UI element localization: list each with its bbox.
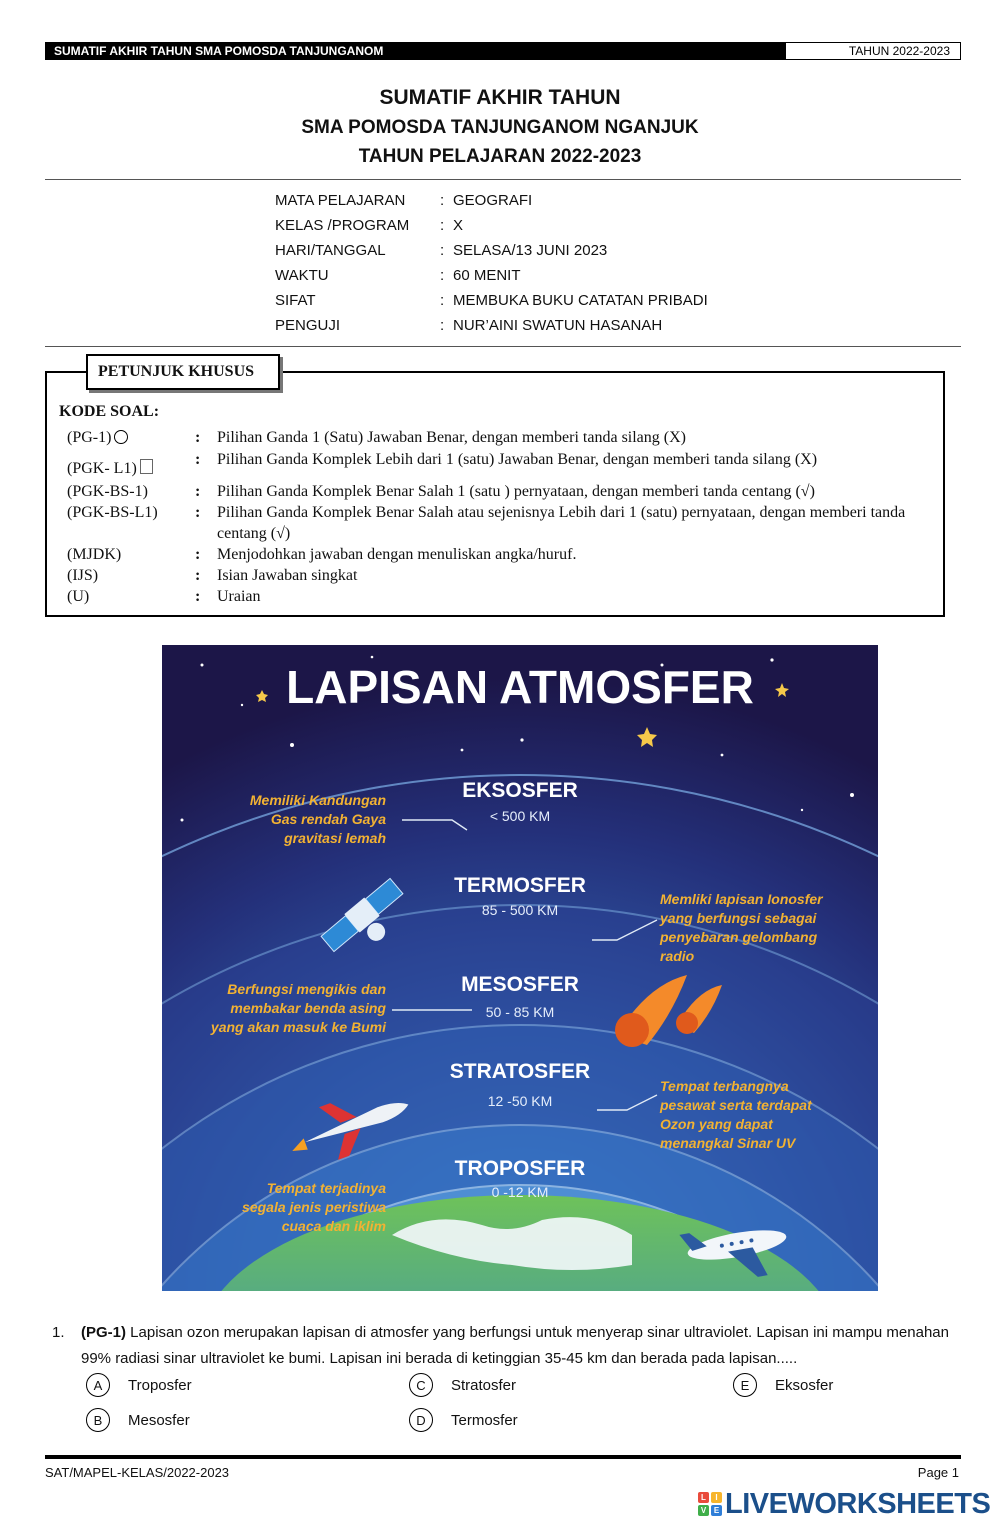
layer-name-termosfer: TERMOSFER	[454, 874, 586, 897]
header-strip-left: SUMATIF AKHIR TAHUN SMA POMOSDA TANJUNGANOM	[46, 43, 786, 59]
meta-value: GEOGRAFI	[453, 192, 533, 209]
option-d[interactable]	[409, 1408, 518, 1432]
meta-value: NUR’AINI SWATUN HASANAH	[453, 317, 663, 334]
kode-colon: :	[195, 546, 201, 563]
kode-code: (PGK-BS-L1)	[67, 504, 158, 521]
kode-desc: Pilihan Ganda 1 (Satu) Jawaban Benar, dengan memberi tanda silang (X)	[217, 429, 686, 446]
option-c-circle[interactable]: C	[409, 1373, 433, 1397]
meta-row	[275, 215, 875, 240]
kode-desc: Uraian	[217, 588, 261, 605]
logo-block: V	[698, 1505, 709, 1516]
kode-soal-title: KODE SOAL:	[59, 403, 160, 420]
kode-desc: Pilihan Ganda Komplek Lebih dari 1 (satu) Jawaban Benar, dengan memberi tanda silang (X)	[217, 451, 818, 468]
note-termosfer-1: Memliki lapisan Ionosfer	[660, 891, 823, 907]
kode-soal-box	[45, 371, 945, 617]
meta-label: WAKTU	[275, 267, 329, 284]
option-b-circle[interactable]: B	[86, 1408, 110, 1432]
page-number: Page 1	[917, 1465, 959, 1480]
kode-colon: :	[195, 483, 201, 500]
divider-meta	[45, 346, 961, 347]
note-stratosfer-2: pesawat serta terdapat	[660, 1097, 812, 1113]
footer-divider	[45, 1455, 961, 1459]
meta-colon: :	[440, 192, 445, 209]
kode-desc: Menjodohkan jawaban dengan menuliskan angka/huruf.	[217, 546, 577, 563]
footer-code: SAT/MAPEL-KELAS/2022-2023	[45, 1465, 230, 1480]
logo-block: E	[711, 1505, 722, 1516]
option-a-circle[interactable]: A	[86, 1373, 110, 1397]
meta-row	[275, 315, 875, 340]
option-d-text: Termosfer	[451, 1411, 518, 1429]
kode-row	[67, 565, 937, 586]
logo-text: LIVEWORKSHEETS	[725, 1487, 991, 1520]
checkbox-icon	[140, 459, 153, 474]
layer-range-termosfer: 85 - 500 KM	[481, 902, 559, 918]
meta-label: SIFAT	[275, 292, 316, 309]
meta-colon: :	[440, 267, 445, 284]
liveworksheets-logo[interactable]	[698, 1488, 990, 1520]
option-b[interactable]	[86, 1408, 190, 1432]
meta-row	[275, 240, 875, 265]
note-troposfer-2: segala jenis peristiwa	[242, 1199, 386, 1215]
question-text	[81, 1320, 961, 1372]
header-strip-right: TAHUN 2022-2023	[848, 44, 950, 58]
meta-row	[275, 290, 875, 315]
meta-colon: :	[440, 217, 445, 234]
note-eksosfer-1: Memiliki Kandungan	[249, 792, 386, 808]
note-mesosfer-2: membakar benda asing	[230, 1000, 386, 1016]
question-number: 1.	[52, 1324, 65, 1341]
logo-block: I	[711, 1492, 722, 1503]
note-termosfer-4: radio	[660, 948, 695, 964]
atmosphere-illustration	[162, 645, 878, 1291]
kode-code-text: (PG-1)	[67, 429, 112, 446]
kode-code	[67, 427, 195, 448]
exam-title: SUMATIF AKHIR TAHUN	[379, 86, 621, 109]
kode-code: (PGK-BS-1)	[67, 483, 148, 500]
note-mesosfer-1: Berfungsi mengikis dan	[227, 981, 386, 997]
kode-row	[67, 502, 937, 544]
circle-icon	[114, 430, 128, 444]
kode-code: (U)	[67, 588, 90, 605]
layer-range-eksosfer: < 500 KM	[489, 808, 551, 824]
kode-colon: :	[195, 567, 201, 584]
note-troposfer-1: Tempat terjadinya	[266, 1180, 386, 1196]
option-c[interactable]	[409, 1373, 516, 1397]
meta-colon: :	[440, 242, 445, 259]
logo-blocks-icon	[698, 1492, 722, 1516]
meta-value: 60 MENIT	[453, 267, 521, 284]
meta-colon: :	[440, 317, 445, 334]
exam-meta	[275, 190, 875, 340]
kode-desc: Pilihan Ganda Komplek Benar Salah 1 (satu ) pernyataan, dengan memberi tanda centang (√)	[217, 483, 815, 500]
kode-code: (IJS)	[67, 567, 99, 584]
option-e[interactable]	[733, 1373, 833, 1397]
kode-row	[67, 481, 937, 502]
academic-year: TAHUN PELAJARAN 2022-2023	[358, 146, 642, 167]
kode-code-text: (PGK- L1)	[67, 460, 137, 477]
question-body: Lapisan ozon merupakan lapisan di atmosfer yang berfungsi untuk menyerap sinar ultraviolet. Lapisan ini mampu menahan 99% radiasi sinar ultraviolet ke bumi. Lapisan ini berada di ketinggian 35-45 km dan berada pada lapisan.....	[81, 1324, 949, 1367]
question-tag: (PG-1)	[81, 1324, 126, 1341]
logo-block: L	[698, 1492, 709, 1503]
layer-name-stratosfer: STRATOSFER	[449, 1060, 591, 1083]
kode-desc: Pilihan Ganda Komplek Benar Salah atau sejenisnya Lebih dari 1 (satu) pernyataan, dengan memberi tanda centang (√)	[217, 504, 906, 542]
kode-colon: :	[195, 451, 201, 468]
option-e-circle[interactable]: E	[733, 1373, 757, 1397]
option-c-text: Stratosfer	[451, 1376, 517, 1394]
note-stratosfer-4: menangkal Sinar UV	[660, 1135, 796, 1151]
poster-title: LAPISAN ATMOSFER	[286, 661, 754, 713]
header-strip	[45, 42, 961, 60]
note-eksosfer-3: gravitasi lemah	[284, 830, 386, 846]
layer-name-mesosfer: MESOSFER	[461, 973, 579, 996]
layer-range-stratosfer: 12 -50 KM	[487, 1093, 553, 1109]
petunjuk-khusus-tab: PETUNJUK KHUSUS	[86, 354, 280, 390]
note-mesosfer-3: yang akan masuk ke Bumi	[210, 1019, 386, 1035]
kode-row	[67, 544, 937, 565]
option-b-text: Mesosfer	[128, 1411, 190, 1429]
meta-label: MATA PELAJARAN	[275, 192, 406, 209]
meta-value: X	[453, 217, 464, 234]
note-eksosfer-2: Gas rendah Gaya	[270, 811, 386, 827]
kode-colon: :	[195, 504, 201, 521]
kode-code: (MJDK)	[67, 546, 122, 563]
layer-range-troposfer: 0 -12 KM	[491, 1184, 549, 1200]
meta-label: KELAS /PROGRAM	[275, 217, 410, 234]
kode-row	[67, 449, 937, 479]
kode-row	[67, 586, 937, 607]
meta-label: PENGUJI	[275, 317, 341, 334]
meta-row	[275, 190, 875, 215]
option-e-text: Eksosfer	[775, 1376, 834, 1394]
kode-soal-list	[67, 427, 937, 607]
meta-value: SELASA/13 JUNI 2023	[453, 242, 608, 259]
option-a[interactable]	[86, 1373, 192, 1397]
kode-code	[67, 449, 195, 479]
option-a-text: Troposfer	[128, 1376, 192, 1394]
meta-colon: :	[440, 292, 445, 309]
kode-colon: :	[195, 429, 201, 446]
layer-name-troposfer: TROPOSFER	[454, 1157, 586, 1180]
note-stratosfer-1: Tempat terbangnya	[660, 1078, 789, 1094]
divider-top	[45, 179, 961, 180]
kode-colon: :	[195, 588, 201, 605]
layer-name-eksosfer: EKSOSFER	[462, 779, 578, 802]
kode-row	[67, 427, 937, 448]
note-termosfer-2: yang berfungsi sebagai	[660, 910, 817, 926]
note-troposfer-3: cuaca dan iklim	[281, 1218, 386, 1234]
meta-value: MEMBUKA BUKU CATATAN PRIBADI	[453, 292, 708, 309]
meta-row	[275, 265, 875, 290]
layer-range-mesosfer: 50 - 85 KM	[485, 1004, 555, 1020]
school-name: SMA POMOSDA TANJUNGANOM NGANJUK	[301, 117, 699, 138]
atmosphere-poster	[162, 645, 878, 1291]
meta-label: HARI/TANGGAL	[275, 242, 386, 259]
note-termosfer-3: penyebaran gelombang	[660, 929, 818, 945]
kode-desc: Isian Jawaban singkat	[217, 567, 358, 584]
option-d-circle[interactable]: D	[409, 1408, 433, 1432]
note-stratosfer-3: Ozon yang dapat	[660, 1116, 773, 1132]
